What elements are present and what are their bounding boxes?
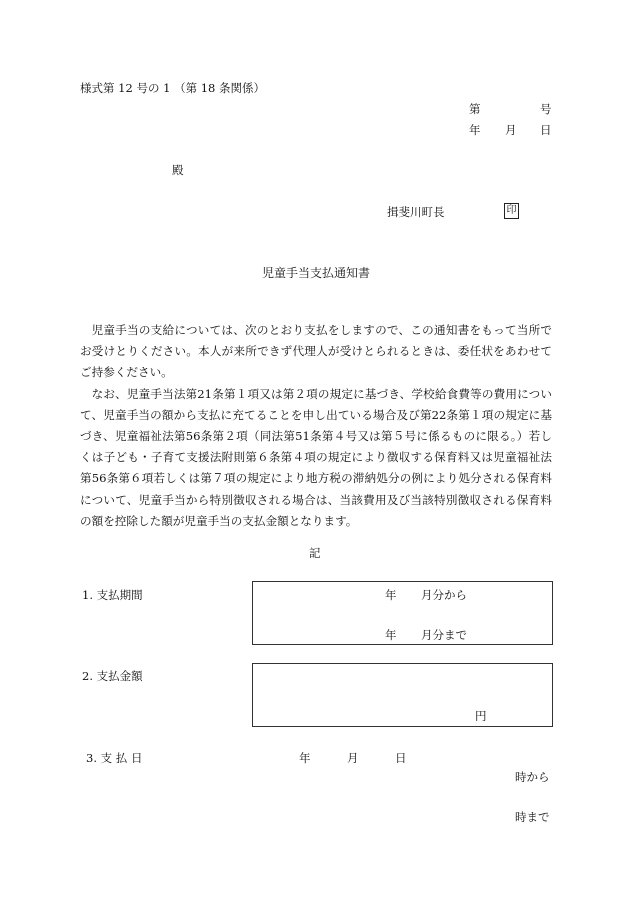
seal-mark: 印 bbox=[504, 203, 519, 219]
amount-box bbox=[252, 663, 553, 727]
date-month-label: 月 bbox=[505, 123, 517, 137]
payment-date-day: 日 bbox=[395, 751, 407, 765]
date-day-label: 日 bbox=[540, 123, 552, 137]
payment-date-label: 3. 支 払 日 bbox=[86, 751, 143, 765]
body-text bbox=[80, 320, 552, 532]
period-to-year: 年 bbox=[385, 628, 397, 642]
body-paragraph-2: なお、児童手当法第21条第１項又は第２項の規定に基づき、学校給食費等の費用について、児童手当の額から支払に充てることを申し出ている場合及び第22条第１項の規定に基づき、児童福祉法第56条第２項（同法第51条第４号又は第５号に係るものに限る。）若しくは子ども・子育て支援法附則第６条第４項の規定により徴収する保育料又は児童福祉法第56条第６項若しくは第７項の規定により地方税の滞納処分の例により処分される保育料について、児童手当から特別徴収される場合は、当該費用及び当該特別徴収される保育料の額を控除した額が児童手当の支払金額となります。 bbox=[80, 386, 552, 528]
date-year-label: 年 bbox=[469, 123, 481, 137]
payment-time-from: 時から bbox=[515, 770, 550, 784]
payment-date-month: 月 bbox=[347, 751, 359, 765]
payment-date-year: 年 bbox=[299, 751, 311, 765]
issuer-name: 揖斐川町長 bbox=[387, 205, 445, 219]
period-from-year: 年 bbox=[385, 588, 397, 602]
doc-number-suffix: 号 bbox=[540, 102, 552, 116]
period-box bbox=[252, 581, 553, 645]
period-label: 1. 支払期間 bbox=[82, 588, 143, 602]
amount-unit: 円 bbox=[475, 709, 487, 723]
period-to-text: 月分まで bbox=[421, 628, 467, 642]
period-from-text: 月分から bbox=[421, 588, 467, 602]
amount-label: 2. 支払金額 bbox=[82, 669, 143, 683]
payment-time-to: 時まで bbox=[515, 810, 550, 824]
form-number-label: 様式第 12 号の 1 （第 18 条関係） bbox=[80, 81, 266, 95]
ki-heading: 記 bbox=[309, 546, 321, 560]
doc-number-prefix: 第 bbox=[469, 102, 481, 116]
addressee-suffix: 殿 bbox=[172, 163, 184, 177]
body-paragraph-1: 児童手当の支給については、次のとおり支払をしますので、この通知書をもって当所でお受けとりください。本人が来所できず代理人が受けとられるときは、委任状をあわせてご持参ください。 bbox=[80, 323, 552, 380]
document-title: 児童手当支払通知書 bbox=[262, 266, 371, 280]
